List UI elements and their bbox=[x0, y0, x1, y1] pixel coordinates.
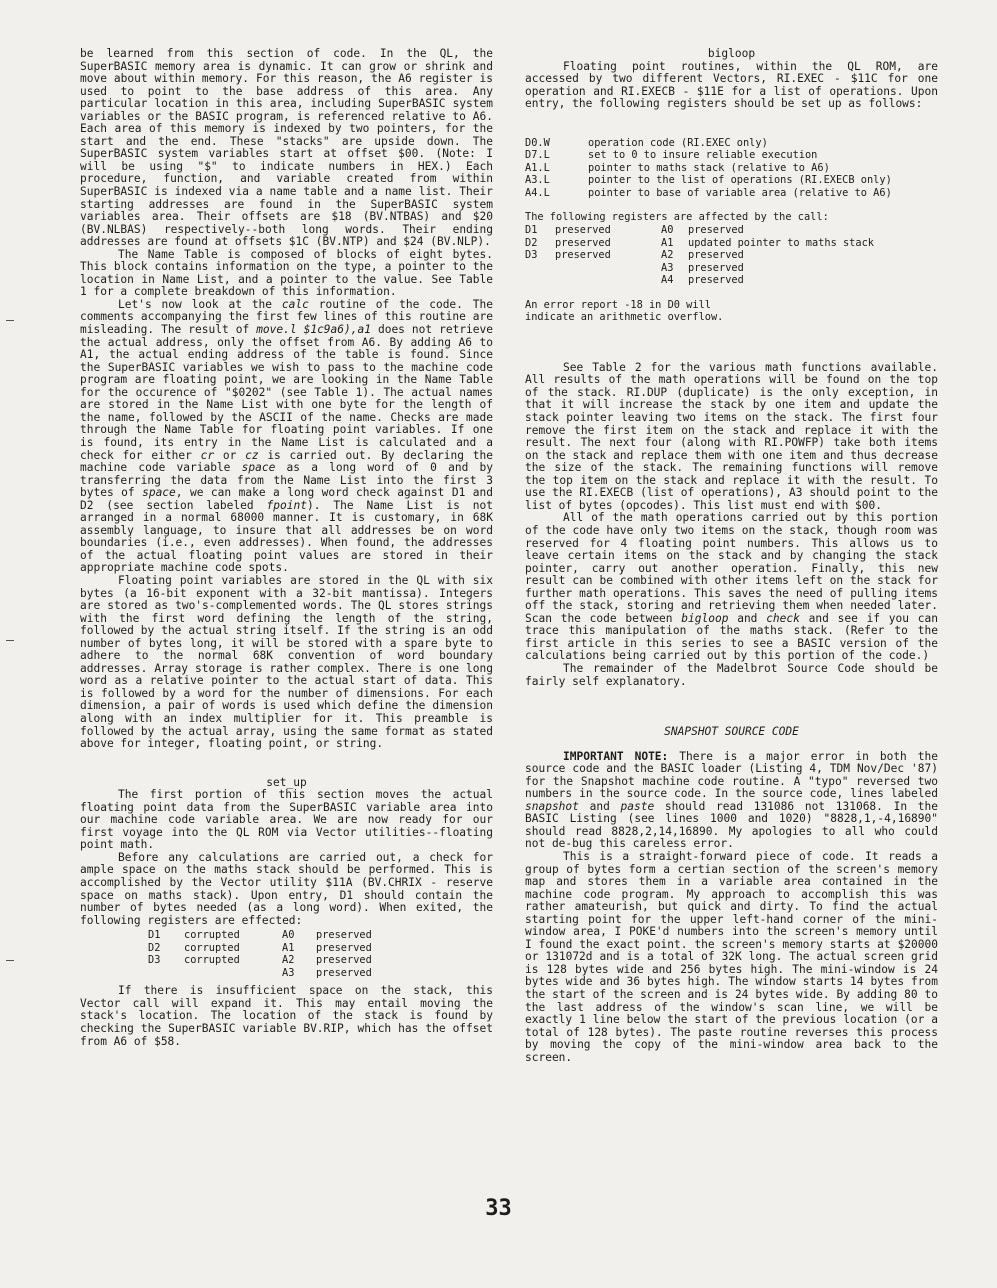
paragraph: The first portion of this section moves the actual floating point data from the SuperBASIC variable area into our machine code variable area. We are now ready for our first voyage into the QL ROM via Vector utilities--floating point math. bbox=[80, 788, 493, 852]
page-number: 33 bbox=[485, 1196, 512, 1221]
paragraph: All of the math operations carried out by this portion of the code have only two items on the stack, though room was reserved for 4 floating point numbers. This allows us to leave certain items on the stack and by changing the stack pointer, carry out another operation. Finally, this new result can be combined with other items left on the stack for further math operations. This saves the need of pulling items off the stack, storing and retrieving them when needed later. Scan the code between bigloop and check and see if you can trace this manipulation of the maths stack. (Refer to the first article in this series to see a BASIC version of the calculations being carried out by this portion of the code.) bbox=[525, 511, 938, 663]
register-table: D1 corrupted A0 preserved D2 corrupted A1 preserved D3 corrupted A2 preserved A3 preserved bbox=[148, 929, 372, 979]
paragraph: The remainder of the Madelbrot Source Code should be fairly self explanatory. bbox=[525, 661, 938, 688]
paragraph: Before any calculations are carried out, a check for ample space on the maths stack should be performed. This is accomplished by the Vector utility $11A (BV.CHRIX - reserve space on maths stack). Upon entry, D1 should contain the number of bytes needed (as a long word). When exited, the following registers are effected: bbox=[80, 850, 493, 927]
paragraph: IMPORTANT NOTE: There is a major error in both the source code and the BASIC loader (Listing 4, TDM Nov/Dec '87) for the Snapshot machine code routine. A "typo" reversed two numbers in the source code. In the source code, lines labeled snapshot and paste should read 131086 not 131068. In the BASIC Listing (see lines 1000 and 1020) "8828,1,-4,16890" should read 8828,2,14,16890. My apologies to all who could not de-bug this careless error. bbox=[525, 749, 938, 851]
affected-intro: The following registers are affected by the call: bbox=[525, 211, 829, 224]
margin-mark bbox=[6, 960, 14, 961]
right-column bbox=[525, 48, 938, 1064]
section-heading-snapshot: SNAPSHOT SOURCE CODE bbox=[664, 725, 799, 739]
paragraph: The Name Table is composed of blocks of eight bytes. This block contains information on the type, a pointer to the location in Name List, and a pointer to the value. See Table 1 for a complete breakdown of this information. bbox=[80, 247, 493, 299]
section-heading-bigloop: bigloop bbox=[707, 47, 756, 60]
paragraph: See Table 2 for the various math functions available. All results of the math operations will be found on the top of the stack. RI.DUP (duplicate) is the only exception, in that it will increase the stack by one item and update the stack pointer leaving two items on the stack. The first four remove the first item on the stack and replace it with the result. The next four (along with RI.POWFP) take both items on the stack and replace them with one item and thus decrease the size of the stack. The remaining functions will remove the top item on the stack and replace it with the result. To use the RI.EXECB (list of operations), A3 should point to the list of bytes (opcodes). This list must end with $00. bbox=[525, 360, 938, 512]
paragraph: Floating point routines, within the QL ROM, are accessed by two different Vectors, RI.EXEC - $11C for one operation and RI.EXECB - $11E for a list of operations. Upon entry, the following registers should be set up as follows: bbox=[525, 59, 938, 111]
margin-mark bbox=[6, 640, 14, 641]
section-heading-setup: set_up bbox=[266, 775, 307, 789]
error-note-line: indicate an arithmetic overflow. bbox=[525, 311, 724, 324]
affected-register-table: D1 preserved A0 preserved D2 preserved A1 updated pointer to maths stack D3 preserved A2 preserved A3 preserved A4 preserved bbox=[525, 224, 874, 287]
paragraph: Floating point variables are stored in the QL with six bytes (a 16-bit exponent with a 32-bit mantissa). Integers are stored as two's-complemented words. The QL stores strings with the first word defining the length of the string, followed by the actual string itself. If the string is an odd number of bytes long, it will be stored with a spare byte to adhere to the normal 68K convention of word boundary addresses. Array storage is rather complex. There is one long word as a relative pointer to the actual start of data. This is followed by a word for the number of dimensions. For each dimension, a pair of words is used which define the dimension along with an index multiplier for it. This preamble is followed by the actual array, using the same format as stated above for integer, floating point, or string. bbox=[80, 573, 493, 751]
margin-mark bbox=[6, 320, 14, 321]
paragraph: This is a straight-forward piece of code. It reads a group of bytes form a certian section of the screen's memory map and stores them in a variable area contained in the machine code program. My approach to accomplish this was rather amateurish, but quick and dirty. To find the actual starting point for the upper left-hand corner of the mini-window area, I POKE'd numbers into the screen's memory until I found the exact point. the screen's memory starts at $20000 or 131072d and is a total of 32K long. The actual screen grid is 128 bytes wide and 256 bytes high. The mini-window is 24 bytes wide and 36 bytes high. The window starts 14 bytes from the start of the screen and is 24 bytes wide. By adding 80 to the last address of the window's scan line, we will be exactly 1 line below the start of the previous location (or a total of 128 bytes). The paste routine reverses this process by moving the copy of the mini-window area back to the screen. bbox=[525, 849, 938, 1064]
paragraph: Let's now look at the calc routine of the code. The comments accompanying the first few lines of this routine are misleading. The result of move.l $1c9a6),a1 does not retrieve the actual address, only the offset from A6. By adding A6 to A1, the actual ending address of the table is found. Since the SuperBASIC variables we wish to pass to the machine code program are floating point, we are looking in the Name Table for the occurence of "$0202" (see Table 1). The actual names are stored in the Name List with one byte for the length of the name, followed by the ASCII of the name. Checks are made through the Name Table for floating point variables. If one is found, its entry in the Name List is calculated and a check for either cr or cz is carried out. By declaring the machine code variable space as a long word of 0 and by transferring the data from the Name List into the first 3 bytes of space, we can make a long word check against D1 and D2 (see section labeled fpoint). The Name List is not arranged in a normal 68000 manner. It is customary, in 68K assembly language, to insure that all addresses be on word boundaries (i.e., even addresses). When found, the addresses of the actual floating point values are stored in their appropriate machine code spots. bbox=[80, 297, 493, 575]
error-note-line: An error report -18 in D0 will bbox=[525, 298, 711, 311]
paragraph: be learned from this section of code. In the QL, the SuperBASIC memory area is dynamic. It can grow or shrink and move about within memory. For this reason, the A6 register is used to point to the base address of this area. Any particular location in this area, including SuperBASIC system variables or the BASIC program, is referenced relative to A6. Each area of this memory is indexed by two pointers, for the start and the end. These "stacks" are upside down. The SuperBASIC system variables start at offset $00. (Note: I will be using "$" to indicate numbers in HEX.) Each procedure, function, and variable created from within SuperBASIC is indexed via a name table and a name list. Their starting addresses are found in the SuperBASIC system variables area. Their offsets are $18 (BV.NTBAS) and $20 (BV.NLBAS) respectively--both long words. Their ending addresses are found at offsets $1C (BV.NTP) and $24 (BV.NLP). bbox=[80, 47, 493, 249]
paragraph: If there is insufficient space on the stack, this Vector call will expand it. This may entail moving the stack's location. The location of the stack is found by checking the SuperBASIC variable BV.RIP, which has the offset from A6 of $58. bbox=[80, 984, 493, 1048]
left-column bbox=[80, 48, 493, 1048]
setup-register-table: D0.W operation code (RI.EXEC only) D7.L set to 0 to insure reliable execution A1.L pointer to maths stack (relative to A6) A3.L pointer to the list of operations (RI.EXECB only) A4.L pointer to base of variable area (relative to A6) bbox=[525, 136, 892, 199]
